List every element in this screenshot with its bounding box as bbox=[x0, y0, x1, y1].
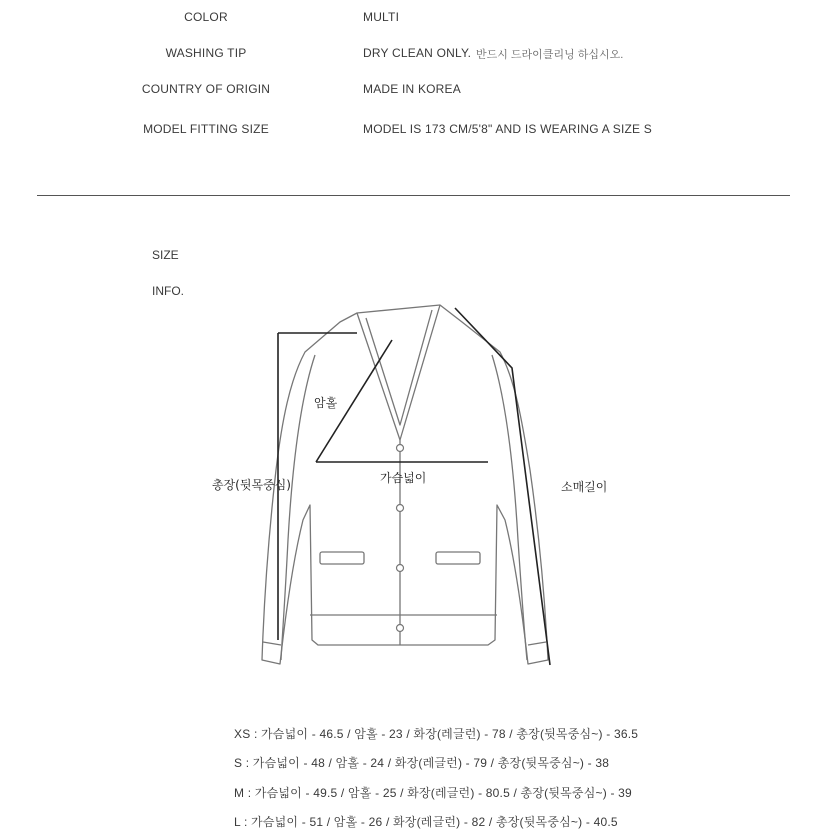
section-divider bbox=[37, 195, 790, 196]
color-value: MULTI bbox=[363, 10, 400, 24]
cardigan-diagram bbox=[212, 300, 608, 680]
size-row-l: L : 가슴넓이 - 51 / 암홀 - 26 / 화장(레글런) - 82 / 총장(뒷목중심~) - 40.5 bbox=[234, 815, 618, 829]
size-row-s: S : 가슴넓이 - 48 / 암홀 - 24 / 화장(레글런) - 79 / 총장(뒷목중심~) - 38 bbox=[234, 756, 610, 770]
country-label: COUNTRY OF ORIGIN bbox=[141, 82, 271, 96]
button-4 bbox=[397, 625, 404, 632]
button-3 bbox=[397, 565, 404, 572]
size-info-title: SIZE bbox=[152, 248, 179, 262]
button-1 bbox=[397, 445, 404, 452]
model-fitting-label: MODEL FITTING SIZE bbox=[143, 122, 269, 136]
color-label: COLOR bbox=[184, 10, 228, 24]
washing-tip-value: DRY CLEAN ONLY. bbox=[363, 46, 472, 60]
sleeve-label: 소매길이 bbox=[561, 480, 608, 494]
country-value: MADE IN KOREA bbox=[363, 82, 461, 96]
button-2 bbox=[397, 505, 404, 512]
left-cuff bbox=[263, 642, 281, 645]
right-cuff bbox=[528, 642, 546, 645]
size-row-m: M : 가슴넓이 - 49.5 / 암홀 - 25 / 화장(레글런) - 80.5 / 총장(뒷목중심~) - 39 bbox=[234, 786, 632, 800]
model-fitting-value: MODEL IS 173 CM/5'8" AND IS WEARING A SIZE S bbox=[363, 122, 652, 136]
washing-tip-note: 반드시 드라이클리닝 하십시오. bbox=[476, 49, 624, 61]
size-info-title-2: INFO. bbox=[152, 284, 184, 298]
armhole-label: 암홀 bbox=[314, 396, 338, 410]
washing-tip-label: WASHING TIP bbox=[165, 46, 247, 60]
size-row-xs: XS : 가슴넓이 - 46.5 / 암홀 - 23 / 화장(레글런) - 78 / 총장(뒷목중심~) - 36.5 bbox=[234, 727, 639, 741]
sleeve-measure-line bbox=[455, 308, 550, 665]
chest-label: 가슴넓이 bbox=[380, 471, 427, 485]
length-label: 총장(뒷목중심) bbox=[212, 478, 291, 492]
left-pocket bbox=[320, 552, 364, 564]
right-pocket bbox=[436, 552, 480, 564]
